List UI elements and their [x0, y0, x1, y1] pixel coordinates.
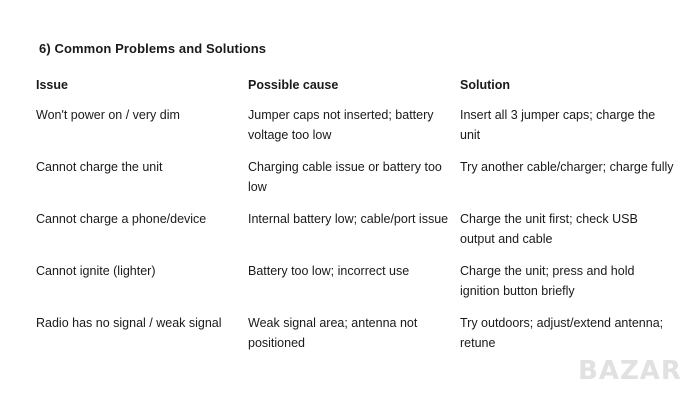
problems-solutions-table — [36, 75, 676, 365]
cell-issue: Cannot charge the unit — [36, 160, 163, 174]
table-row — [36, 209, 676, 261]
bazar-watermark: BAZAR — [578, 356, 682, 386]
cell-issue: Cannot ignite (lighter) — [36, 264, 156, 278]
cell-solution: Charge the unit first; check USB output and cable — [460, 212, 638, 246]
header-possible-cause: Possible cause — [248, 78, 339, 92]
cell-issue: Cannot charge a phone/device — [36, 212, 207, 226]
header-solution: Solution — [460, 78, 510, 92]
header-issue: Issue — [36, 78, 68, 92]
cell-solution: Insert all 3 jumper caps; charge the unit — [460, 108, 656, 142]
table-row — [36, 157, 676, 209]
cell-cause: Battery too low; incorrect use — [248, 264, 410, 278]
table-row — [36, 105, 676, 157]
cell-cause: Weak signal area; antenna not positioned — [248, 316, 418, 350]
cell-issue: Won't power on / very dim — [36, 108, 180, 122]
table-header-row — [36, 75, 676, 105]
cell-solution: Try outdoors; adjust/extend antenna; retune — [460, 316, 664, 350]
cell-solution: Try another cable/charger; charge fully — [460, 160, 674, 174]
table-row — [36, 261, 676, 313]
cell-solution: Charge the unit; press and hold ignition button briefly — [460, 264, 635, 298]
section-title: 6) Common Problems and Solutions — [39, 41, 267, 56]
cell-cause: Jumper caps not inserted; battery voltage too low — [248, 108, 434, 142]
cell-issue: Radio has no signal / weak signal — [36, 316, 222, 330]
cell-cause: Internal battery low; cable/port issue — [248, 212, 449, 226]
cell-cause: Charging cable issue or battery too low — [248, 160, 442, 194]
